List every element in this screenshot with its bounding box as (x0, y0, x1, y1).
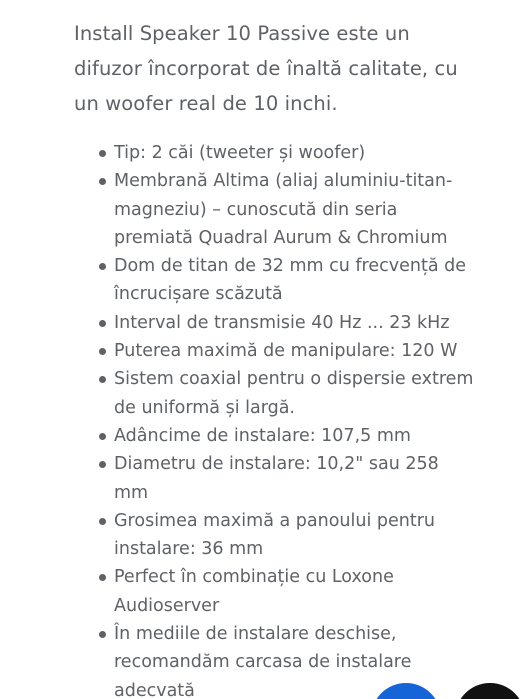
bullet-icon (99, 433, 106, 440)
intro-paragraph: Install Speaker 10 Passive este un difuzor încorporat de înaltă calitate, cu un woofer real de 10 inchi. (74, 22, 458, 115)
bullet-icon (99, 574, 106, 581)
bullet-icon (99, 631, 106, 638)
feature-text: Membrană Altima (aliaj aluminiu-titan-magneziu) – cunoscută din seria premiată Quadral Aurum & Chromium (114, 171, 453, 248)
bullet-icon (99, 518, 106, 525)
list-item (74, 563, 474, 620)
feature-list (74, 139, 474, 699)
list-item (74, 167, 474, 252)
list-item (74, 365, 474, 422)
feature-text: Tip: 2 căi (tweeter și woofer) (114, 143, 366, 163)
bullet-icon (99, 178, 106, 185)
list-item (74, 450, 474, 507)
feature-text: Dom de titan de 32 mm cu frecvență de încrucișare scăzută (114, 256, 466, 305)
feature-text: Sistem coaxial pentru o dispersie extrem de uniformă și largă. (114, 369, 474, 418)
bullet-icon (99, 376, 106, 383)
feature-text: Grosimea maximă a panoului pentru instalare: 36 mm (114, 510, 435, 560)
feature-text: Diametru de instalare: 10,2" sau 258 mm (114, 454, 439, 503)
bullet-icon (99, 263, 106, 270)
bullet-icon (99, 348, 106, 355)
feature-text: Puterea maximă de manipulare: 120 W (114, 341, 458, 362)
bullet-icon (99, 461, 106, 468)
list-item (74, 309, 474, 337)
feature-text: Interval de transmisie 40 Hz ... 23 kHz (114, 312, 450, 333)
list-item (74, 507, 474, 564)
list-item (74, 337, 474, 365)
product-description (74, 16, 474, 699)
bullet-icon (99, 150, 106, 157)
bullet-icon (99, 320, 106, 327)
list-item (74, 422, 474, 450)
feature-text: Adâncime de instalare: 107,5 mm (114, 425, 411, 446)
feature-text: Perfect în combinație cu Loxone Audioserver (114, 567, 394, 616)
feature-text: În mediile de instalare deschise, recomandăm carcasa de instalare adecvată (114, 624, 412, 699)
list-item (74, 139, 474, 167)
list-item (74, 252, 474, 309)
